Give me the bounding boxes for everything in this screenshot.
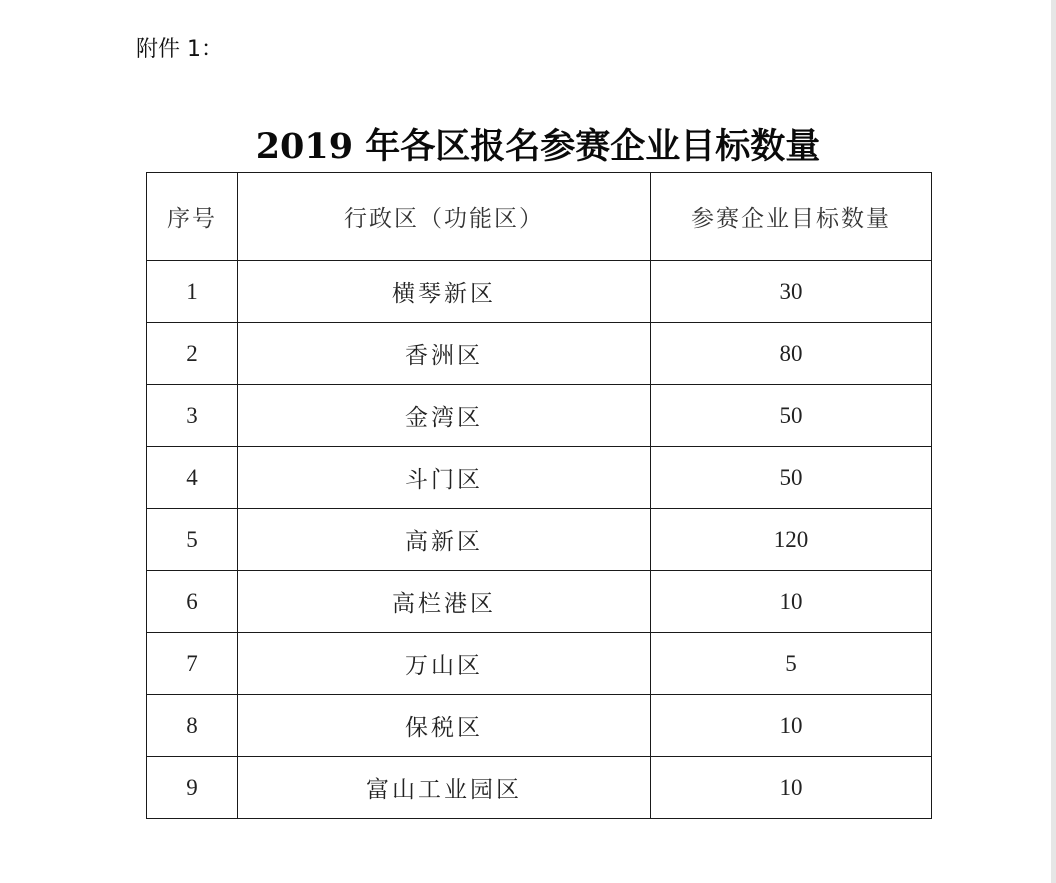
table-row [147, 695, 932, 757]
row-target: 50 [651, 385, 932, 447]
table-row [147, 261, 932, 323]
table-row [147, 633, 932, 695]
header-row [147, 173, 932, 261]
table-row [147, 509, 932, 571]
row-index: 7 [147, 633, 238, 695]
target-table [146, 172, 932, 819]
header-index: 序号 [147, 173, 238, 261]
table-row [147, 571, 932, 633]
row-target: 30 [651, 261, 932, 323]
table-header [147, 173, 932, 261]
row-district: 香洲区 [238, 323, 651, 385]
attachment-label: 附件 1： [136, 37, 223, 62]
table-body [147, 261, 932, 819]
row-target: 10 [651, 571, 932, 633]
row-index: 4 [147, 447, 238, 509]
row-district: 万山区 [238, 633, 651, 695]
row-index: 5 [147, 509, 238, 571]
table-row [147, 757, 932, 819]
row-district: 保税区 [238, 695, 651, 757]
row-district: 斗门区 [238, 447, 651, 509]
row-index: 9 [147, 757, 238, 819]
row-target: 5 [651, 633, 932, 695]
document-title: 2019 年各区报名参赛企业目标数量 [255, 126, 821, 167]
row-district: 高新区 [238, 509, 651, 571]
row-target: 80 [651, 323, 932, 385]
row-district: 金湾区 [238, 385, 651, 447]
row-index: 6 [147, 571, 238, 633]
row-index: 2 [147, 323, 238, 385]
table-row [147, 447, 932, 509]
page-edge [1051, 0, 1056, 883]
row-district: 富山工业园区 [238, 757, 651, 819]
header-target: 参赛企业目标数量 [651, 173, 932, 261]
row-index: 1 [147, 261, 238, 323]
table-row [147, 385, 932, 447]
row-target: 10 [651, 757, 932, 819]
table-row [147, 323, 932, 385]
header-district: 行政区（功能区） [238, 173, 651, 261]
row-index: 8 [147, 695, 238, 757]
row-target: 50 [651, 447, 932, 509]
row-target: 10 [651, 695, 932, 757]
row-district: 高栏港区 [238, 571, 651, 633]
row-district: 横琴新区 [238, 261, 651, 323]
row-target: 120 [651, 509, 932, 571]
row-index: 3 [147, 385, 238, 447]
